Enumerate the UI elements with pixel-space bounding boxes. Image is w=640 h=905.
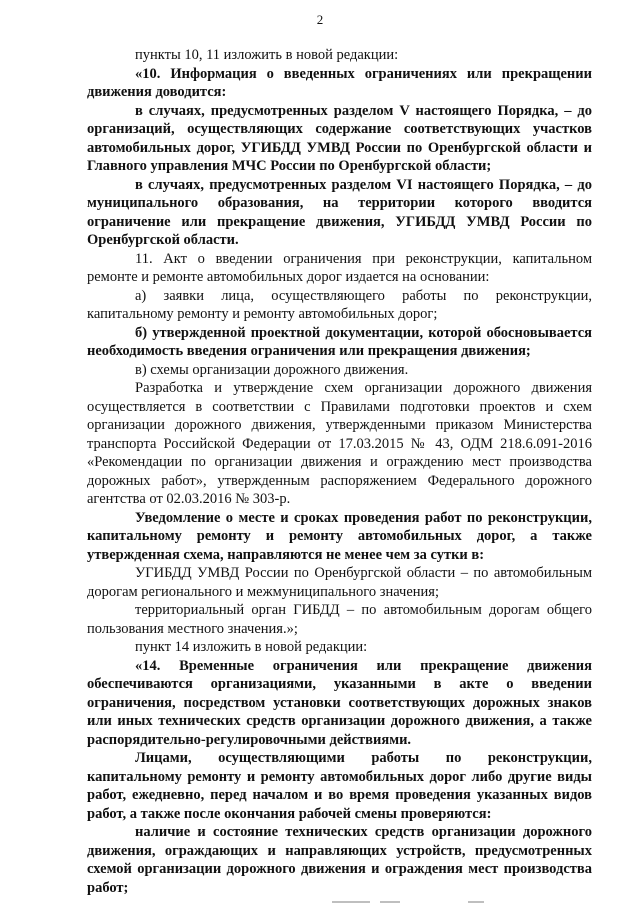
paragraph-8: в) схемы организации дорожного движения.: [135, 361, 409, 378]
scan-edge-marks: [0, 897, 640, 905]
paragraph-13: пункт 14 изложить в новой редакции:: [135, 639, 368, 655]
scan-mark: [332, 901, 370, 903]
paragraph-5: 11. Акт о введении ограничения при реконструкции, капитальном ремонте и ремонте автомобильных дорог издается на основании:: [87, 250, 592, 285]
paragraph-11: УГИБДД УМВД России по Оренбургской области – по автомобильным дорогам регионального и межмуниципального значения;: [87, 565, 592, 600]
scan-mark: [380, 901, 400, 903]
paragraph-6: а) заявки лица, осуществляющего работы по реконструкции, капитальному ремонту и ремонту автомобильных дорог;: [87, 287, 592, 322]
paragraph-4: в случаях, предусмотренных разделом VI настоящего Порядка, – до муниципального образования, на территории которого вводится ограничение или прекращение движения, УГИБДД УМВД России по Оренбургской области.: [87, 176, 592, 248]
paragraph-16: наличие и состояние технических средств организации дорожного движения, ограждающих и направляющих устройств, предусмотренных схемой организации дорожного движения и ограждения мест производства работ;: [87, 824, 592, 896]
page-number: 2: [316, 12, 324, 27]
paragraph-15: Лицами, осуществляющими работы по реконструкции, капитальному ремонту и ремонту автомобильных дорог либо другие виды работ, ежедневно, перед началом и во время проведения указанных видов работ, а также после окончания рабочей смены проверяются:: [87, 750, 592, 822]
paragraph-3: в случаях, предусмотренных разделом V настоящего Порядка, – до организаций, осуществляющих содержание соответствующих участков автомобильных дорог, УГИБДД УМВД России по Оренбургской области и Главного управления МЧС России по Оренбургской области;: [87, 102, 592, 174]
paragraph-9: Разработка и утверждение схем организации дорожного движения осуществляется в соответствии с Правилами подготовки проектов и схем организации дорожного движения, утвержденными приказом Министерства транспорта Российской Федерации от 17.03.2015 № 43, ОДМ 218.6.091-2016 «Рекомендации по организации движения и ограждению мест производства дорожных работ», утвержденным распоряжением Федерального дорожного агентства от 02.03.2016 № 303-р.: [87, 380, 592, 507]
paragraph-1: пункты 10, 11 изложить в новой редакции:: [135, 47, 399, 63]
paragraph-7: б) утвержденной проектной документации, которой обосновывается необходимость введения ограничения или прекращения движения;: [87, 324, 592, 359]
scan-mark: [468, 901, 484, 903]
paragraph-14: «14. Временные ограничения или прекращение движения обеспечиваются организациями, указанными в акте о введении ограничения, посредством установки соответствующих дорожных знаков или иных технических средств организации дорожного движения, а также распорядительно-регулировочными действиями.: [87, 657, 592, 748]
document-body: [87, 46, 592, 897]
paragraph-10: Уведомление о месте и сроках проведения работ по реконструкции, капитальному ремонту и ремонту автомобильных дорог, а также утвержденная схема, направляются не менее чем за сутки в:: [87, 509, 592, 563]
paragraph-12: территориальный орган ГИБДД – по автомобильным дорогам общего пользования местного значения.»;: [87, 602, 592, 637]
paragraph-2: «10. Информация о введенных ограничениях или прекращении движения доводится:: [87, 65, 592, 100]
